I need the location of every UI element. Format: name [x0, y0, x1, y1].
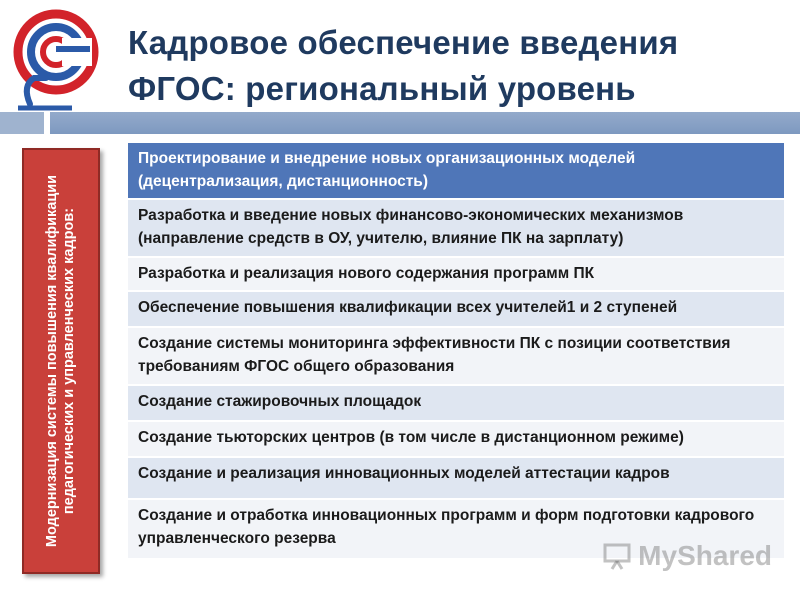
table-row: Создание тьюторских центров (в том числе в дистанционном режиме): [128, 422, 784, 458]
table-row: Создание стажировочных площадок: [128, 386, 784, 422]
title-line-1: Кадровое обеспечение введения: [128, 24, 679, 61]
title-line-2: ФГОС: региональный уровень: [128, 70, 636, 107]
table-row: Разработка и введение новых финансово-экономических механизмов (направление средств в ОУ, учителю, влияние ПК на зарплату): [128, 200, 784, 258]
presentation-icon: [602, 541, 632, 571]
measures-table: [128, 143, 784, 560]
page-title: [128, 20, 778, 112]
table-row: Проектирование и внедрение новых организационных моделей (децентрализация, дистанционность): [128, 143, 784, 200]
fgos-logo-icon: [12, 8, 102, 112]
table-row: Создание и реализация инновационных моделей аттестации кадров: [128, 458, 784, 500]
header-band-right: [50, 112, 800, 134]
table-row: Создание и отработка инновационных программ и форм подготовки кадрового управленческого резерва: [128, 500, 784, 560]
table-row: Разработка и реализация нового содержания программ ПК: [128, 258, 784, 292]
table-row: Обеспечение повышения квалификации всех учителей1 и 2 ступеней: [128, 292, 784, 328]
header-band-left: [0, 112, 44, 134]
side-label-text: Модернизация системы повышения квалификации педагогических и управленческих кадров:: [44, 174, 77, 548]
watermark-text: MyShared: [638, 540, 772, 571]
side-label-box: [22, 148, 100, 574]
watermark: [602, 540, 772, 572]
table-row: Создание системы мониторинга эффективности ПК с позиции соответствия требованиям ФГОС общего образования: [128, 328, 784, 386]
